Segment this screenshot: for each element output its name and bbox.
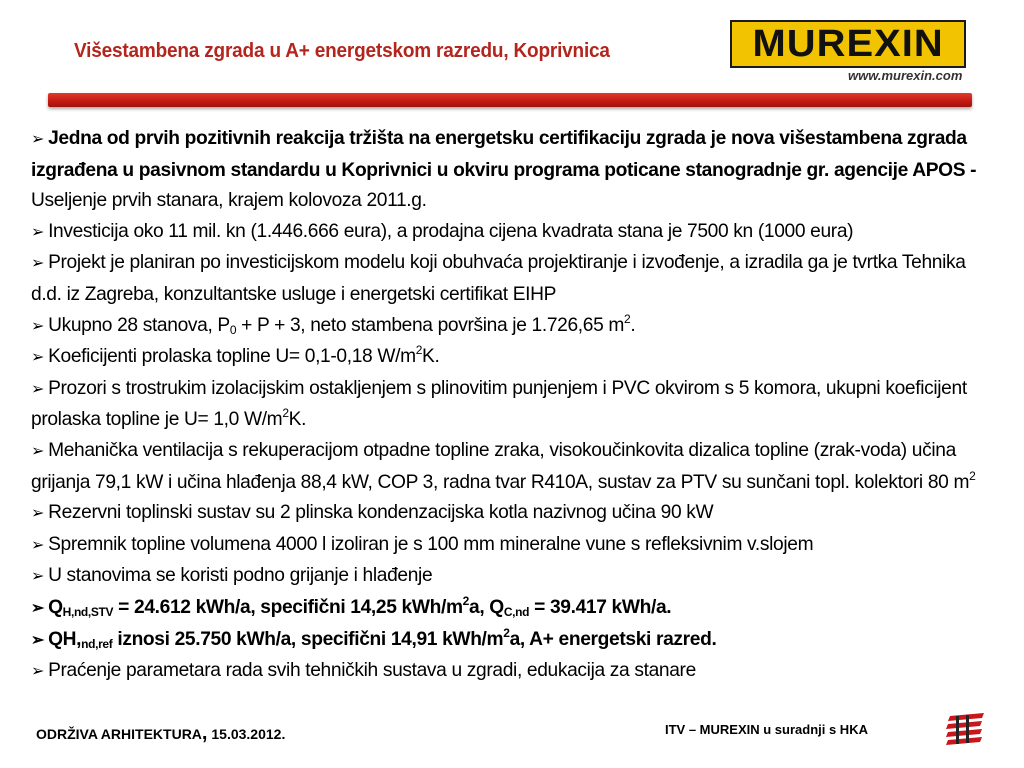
bullet-item bbox=[31, 436, 995, 498]
arrow-bullet-icon: ➢ bbox=[31, 536, 45, 554]
subscript: 0 bbox=[229, 322, 237, 337]
bullet-item bbox=[31, 530, 995, 562]
bullet-text: Projekt je planiran po investicijskom modelu koji obuhvaća projektiranje i izvođenje, a izradila ga je tvrtka Tehnika d.d. iz Zagreba, konzultantske usluge i energetski certifikat EIHP bbox=[31, 252, 966, 305]
bullet-text: Useljenje prvih stanara, krajem kolovoza 2011.g. bbox=[31, 190, 427, 212]
bullet-text: Spremnik topline volumena 4000 l izoliran je s 100 mm mineralne vune s refleksivnim v.slojem bbox=[48, 533, 814, 555]
subscript: nd,ref bbox=[81, 636, 113, 651]
bullet-text-bold: Jedna od prvih pozitivnih reakcija tržišta na energetsku certifikaciju zgrada je nova višestambena zgrada izgrađena u pasivnom standardu u Koprivnici u okviru programa poticane stanogradnje gr. agencije APOS - bbox=[31, 128, 977, 181]
bullet-item bbox=[31, 342, 995, 374]
subscript: H,nd,STV bbox=[62, 604, 114, 619]
footer-date: 15.03.2012. bbox=[207, 726, 286, 742]
arrow-bullet-icon: ➢ bbox=[31, 568, 45, 586]
bullet-item bbox=[31, 498, 995, 530]
arrow-bullet-icon: ➢ bbox=[31, 131, 45, 148]
bullet-item bbox=[31, 124, 995, 217]
subscript: C,nd bbox=[503, 604, 530, 619]
bullet-item bbox=[31, 625, 995, 657]
arrow-bullet-icon: ➢ bbox=[31, 631, 45, 649]
hka-logo-icon bbox=[944, 712, 986, 748]
footer-comma: , bbox=[201, 722, 208, 744]
superscript: 2 bbox=[415, 343, 423, 358]
superscript: 2 bbox=[624, 311, 631, 326]
arrow-bullet-icon: ➢ bbox=[31, 505, 45, 523]
bullet-item bbox=[31, 374, 995, 436]
bullet-item bbox=[31, 311, 995, 343]
bullet-item bbox=[31, 248, 995, 310]
superscript: 2 bbox=[462, 593, 469, 608]
bullet-list bbox=[31, 124, 995, 688]
bullet-text: Investicija oko 11 mil. kn (1.446.666 eura), a prodajna cijena kvadrata stana je 7500 kn (1000 eura) bbox=[48, 220, 854, 242]
header-divider-bar bbox=[48, 93, 972, 107]
bullet-text: Rezervni toplinski sustav su 2 plinska kondenzacijska kotla nazivnog učina 90 kW bbox=[48, 502, 714, 524]
bullet-text: + P + 3, neto stambena površina je 1.726,65 m bbox=[236, 314, 625, 336]
bullet-text: Mehanička ventilacija s rekuperacijom otpadne topline zraka, visokoučinkovita dizalica topline (zrak-voda) učina grijanja 79,1 kW i učina hlađenja 88,4 kW, COP 3, radna tvar R410A, sustav za PTV su sunčani topl. kolektori 80 m bbox=[31, 439, 970, 493]
arrow-bullet-icon: ➢ bbox=[31, 380, 45, 398]
bullet-text: Koeficijenti prolaska topline U= 0,1-0,18 W/m bbox=[48, 346, 416, 368]
bullet-text: = 39.417 kWh/a. bbox=[529, 596, 672, 618]
bullet-text: Praćenje parametara rada svih tehničkih sustava u zgradi, edukacija za stanare bbox=[48, 660, 696, 682]
bullet-item bbox=[31, 593, 995, 625]
arrow-bullet-icon: ➢ bbox=[31, 663, 45, 681]
footer-event-name: ODRŽIVA ARHITEKTURA bbox=[36, 726, 202, 742]
footer-event bbox=[36, 722, 285, 745]
arrow-bullet-icon: ➢ bbox=[31, 255, 45, 273]
bullet-text: K. bbox=[288, 409, 307, 431]
murexin-logo bbox=[730, 20, 966, 68]
bullet-item bbox=[31, 561, 995, 593]
arrow-bullet-icon: ➢ bbox=[31, 442, 45, 460]
arrow-bullet-icon: ➢ bbox=[31, 349, 45, 367]
bullet-text: iznosi 25.750 kWh/a, specifični 14,91 kWh/m bbox=[112, 628, 504, 650]
bullet-text: . bbox=[630, 314, 636, 336]
bullet-text: Ukupno 28 stanova, P bbox=[48, 314, 230, 336]
arrow-bullet-icon: ➢ bbox=[31, 223, 45, 241]
footer-organizers: ITV – MUREXIN u suradnji s HKA bbox=[665, 722, 868, 737]
bullet-text: Q bbox=[48, 596, 63, 618]
logo-url: www.murexin.com bbox=[848, 68, 963, 83]
page-title: Višestambena zgrada u A+ energetskom razredu, Koprivnica bbox=[74, 40, 610, 62]
bullet-text: a, Q bbox=[469, 596, 504, 618]
bullet-text: K. bbox=[422, 346, 440, 368]
bullet-text: Prozori s trostrukim izolacijskim ostakljenjem s plinovitim punjenjem i PVC okvirom s 5 komora, ukupni koeficijent prolaska topline je U= 1,0 W/m bbox=[31, 377, 967, 431]
bullet-text: U stanovima se koristi podno grijanje i hlađenje bbox=[48, 565, 433, 587]
bullet-text: = 24.612 kWh/a, specifični 14,25 kWh/m bbox=[113, 596, 463, 618]
superscript: 2 bbox=[503, 625, 510, 640]
superscript: 2 bbox=[969, 468, 976, 483]
logo-text: MUREXIN bbox=[752, 22, 944, 65]
bullet-item bbox=[31, 217, 995, 249]
bullet-text: QH, bbox=[48, 628, 82, 650]
bullet-text: a, A+ energetski razred. bbox=[509, 628, 717, 650]
superscript: 2 bbox=[282, 406, 289, 421]
arrow-bullet-icon: ➢ bbox=[31, 317, 45, 335]
arrow-bullet-icon: ➢ bbox=[31, 599, 45, 617]
bullet-item bbox=[31, 656, 995, 688]
